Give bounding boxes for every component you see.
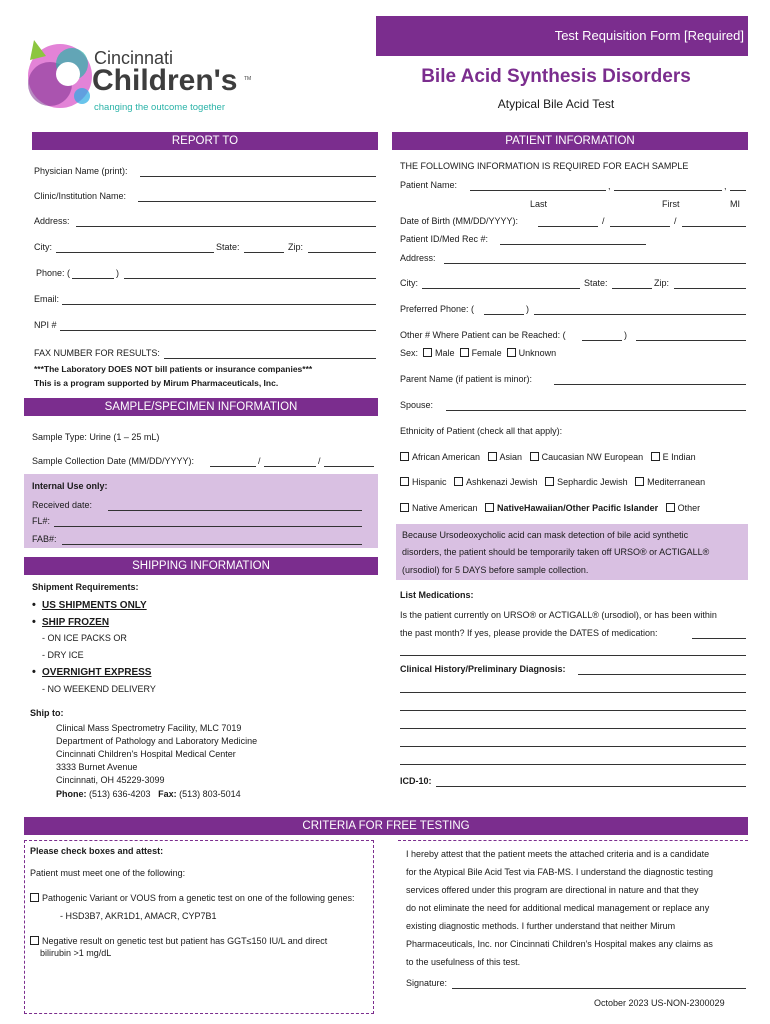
ethnicity-option: Caucasian NW European	[541, 452, 644, 462]
criteria-genes: - HSD3B7, AKR1D1, AMACR, CYP7B1	[60, 911, 217, 921]
criteria-option2-checkbox[interactable]	[30, 936, 39, 945]
received-field[interactable]	[108, 510, 362, 511]
icd-field[interactable]	[436, 786, 746, 787]
required-note: THE FOLLOWING INFORMATION IS REQUIRED FOR EACH SAMPLE	[400, 161, 689, 171]
report-to-heading: REPORT TO	[32, 132, 378, 150]
form-banner-text: Test Requisition Form [Required]	[554, 28, 744, 43]
state-field[interactable]	[244, 252, 284, 253]
no-weekend: - NO WEEKEND DELIVERY	[42, 684, 156, 694]
shipping-heading: SHIPPING INFORMATION	[24, 557, 378, 575]
address-field[interactable]	[76, 226, 376, 227]
ship-addr1: Clinical Mass Spectrometry Facility, MLC 7019	[56, 723, 242, 733]
first-caption: First	[662, 199, 680, 209]
warning-line2: disorders, the patient should be temporarily taken off URSO® or ACTIGALL®	[402, 547, 710, 557]
internal-use-label: Internal Use only:	[32, 481, 108, 491]
sample-type: Sample Type: Urine (1 – 25 mL)	[32, 432, 160, 442]
preferred-phone-label: Preferred Phone: (	[400, 304, 475, 314]
patient-zip-label: Zip:	[654, 278, 670, 288]
fax-label: FAX NUMBER FOR RESULTS:	[34, 348, 160, 358]
ethnicity-option: Native American	[412, 503, 478, 513]
zip-field[interactable]	[308, 252, 376, 253]
ethnicity-option: African American	[412, 452, 481, 462]
ethnicity-checkbox[interactable]	[454, 477, 463, 486]
history-field[interactable]	[578, 674, 746, 675]
ethnicity-checkbox[interactable]	[400, 503, 409, 512]
criteria-option2-line2: bilirubin >1 mg/dL	[40, 948, 112, 958]
medication-dates-field[interactable]	[692, 638, 746, 639]
other-phone-label: Other # Where Patient can be Reached: (	[400, 330, 566, 340]
signature-field[interactable]	[452, 988, 746, 989]
dob-month-field[interactable]	[538, 226, 598, 227]
ship-phone-label: Phone:	[56, 789, 87, 799]
name-comma1: ,	[608, 181, 611, 191]
ethnicity-option: Hispanic	[412, 477, 447, 487]
patient-zip-field[interactable]	[674, 288, 746, 289]
phone-area-field[interactable]	[72, 278, 114, 279]
parent-label: Parent Name (if patient is minor):	[400, 374, 533, 384]
medication-question2: the past month? If yes, please provide the DATES of medication:	[400, 628, 658, 638]
preferred-phone-area[interactable]	[484, 314, 524, 315]
billing-note: ***The Laboratory DOES NOT bill patients or insurance companies***	[34, 364, 313, 374]
logo-tagline: changing the outcome together	[94, 102, 225, 113]
received-label: Received date:	[32, 500, 93, 510]
ship-fax-label: Fax:	[158, 789, 177, 799]
address-label: Address:	[34, 216, 70, 226]
criteria-option1-text: Pathogenic Variant or VOUS from a genetic test on one of the following genes:	[42, 893, 355, 903]
ethnicity-option: E Indian	[662, 452, 696, 462]
ethnicity-option: NativeHawaiian/Other Pacific Islander	[497, 503, 659, 513]
city-field[interactable]	[56, 252, 214, 253]
footer-code: October 2023 US-NON-2300029	[594, 998, 725, 1008]
logo-line1: Cincinnati	[94, 48, 174, 68]
form-subtitle: Atypical Bile Acid Test	[497, 97, 615, 111]
ethnicity-checkbox[interactable]	[485, 503, 494, 512]
ethnicity-option: Mediterranean	[647, 477, 706, 487]
other-phone-area[interactable]	[582, 340, 622, 341]
zip-label: Zip:	[288, 242, 304, 252]
criteria-option2-text: Negative result on genetic test but patient has GGT≤150 IU/L and direct	[42, 936, 328, 946]
ethnicity-option: Other	[677, 503, 701, 513]
name-comma2: ,	[724, 181, 727, 191]
history-line[interactable]	[400, 746, 746, 747]
criteria-heading: CRITERIA FOR FREE TESTING	[24, 817, 748, 835]
patient-id-field[interactable]	[500, 244, 646, 245]
physician-field[interactable]	[140, 176, 376, 177]
logo	[20, 34, 270, 114]
patient-city-label: City:	[400, 278, 418, 288]
history-label: Clinical History/Preliminary Diagnosis:	[400, 664, 566, 674]
email-field[interactable]	[62, 304, 376, 305]
attest-line: I hereby attest that the patient meets the attached criteria and is a candidate	[406, 849, 710, 859]
collection-date-label: Sample Collection Date (MM/DD/YYYY):	[32, 456, 195, 466]
clinic-label: Clinic/Institution Name:	[34, 191, 127, 201]
sex-label: Sex:	[400, 348, 419, 358]
preferred-phone-field[interactable]	[534, 314, 746, 315]
patient-address-field[interactable]	[444, 263, 746, 264]
ship-addr4: 3333 Burnet Avenue	[56, 762, 138, 772]
attest-line: do not eliminate the need for additional medical management or replace any	[406, 903, 710, 913]
collection-year-field[interactable]	[324, 466, 374, 467]
ethnicity-row3	[400, 503, 700, 513]
bullet-overnight: •	[32, 666, 36, 678]
history-line[interactable]	[400, 710, 746, 711]
ethnicity-checkbox[interactable]	[400, 477, 409, 486]
patient-city-field[interactable]	[422, 288, 580, 289]
sex-row	[400, 348, 556, 358]
female-checkbox[interactable]	[460, 348, 469, 357]
signature-label: Signature:	[406, 978, 448, 988]
dob-label: Date of Birth (MM/DD/YYYY):	[400, 216, 519, 226]
history-line[interactable]	[400, 764, 746, 765]
dob-day-field[interactable]	[610, 226, 670, 227]
attest-line: Pharmaceuticals, Inc. nor Cincinnati Children's Hospital makes any claims as	[406, 939, 713, 949]
clinic-field[interactable]	[138, 201, 376, 202]
collection-slash1: /	[258, 456, 261, 466]
city-label: City:	[34, 242, 52, 252]
ethnicity-checkbox[interactable]	[635, 477, 644, 486]
history-line[interactable]	[400, 692, 746, 693]
attest-line: services offered under this program are directional in nature and that they	[406, 885, 699, 895]
collection-month-field[interactable]	[210, 466, 256, 467]
unknown-checkbox[interactable]	[507, 348, 516, 357]
logo-mark-icon	[20, 34, 100, 114]
fab-field[interactable]	[62, 544, 362, 545]
criteria-option2	[30, 936, 327, 946]
ship-phone	[56, 789, 241, 799]
dry-ice: - DRY ICE	[42, 650, 84, 660]
phone-label: Phone: (	[36, 268, 71, 278]
attest-line: to the usefulness of this test.	[406, 957, 521, 967]
criteria-option1	[30, 893, 355, 903]
icd-label: ICD-10:	[400, 776, 432, 786]
warning-line3: (ursodiol) for 5 DAYS before sample collection.	[402, 565, 589, 575]
phone-field[interactable]	[124, 278, 376, 279]
patient-id-label: Patient ID/Med Rec #:	[400, 234, 489, 244]
last-caption: Last	[530, 199, 548, 209]
other-phone-field[interactable]	[636, 340, 746, 341]
fl-label: FL#:	[32, 516, 51, 526]
ethnicity-checkbox[interactable]	[651, 452, 660, 461]
criteria-option1-checkbox[interactable]	[30, 893, 39, 902]
dob-slash2: /	[674, 216, 677, 226]
ethnicity-label: Ethnicity of Patient (check all that apply):	[400, 426, 563, 436]
ethnicity-checkbox[interactable]	[666, 503, 675, 512]
overnight-express: OVERNIGHT EXPRESS	[42, 667, 152, 678]
other-phone-close: )	[624, 330, 627, 340]
patient-heading: PATIENT INFORMATION	[392, 132, 748, 150]
ethnicity-checkbox[interactable]	[545, 477, 554, 486]
warning-line1: Because Ursodeoxycholic acid can mask detection of bile acid synthetic	[402, 530, 689, 540]
state-label: State:	[216, 242, 240, 252]
history-line[interactable]	[400, 728, 746, 729]
ship-addr2: Department of Pathology and Laboratory Medicine	[56, 736, 258, 746]
bullet-us: •	[32, 599, 36, 611]
last-name-field[interactable]	[470, 190, 606, 191]
ethnicity-checkbox[interactable]	[530, 452, 539, 461]
ethnicity-option: Asian	[499, 452, 523, 462]
logo-line2: Children's	[92, 64, 238, 97]
dob-year-field[interactable]	[682, 226, 746, 227]
ship-addr5: Cincinnati, OH 45229-3099	[56, 775, 165, 785]
criteria-box	[24, 840, 374, 1014]
logo-tm: TM	[244, 76, 252, 82]
npi-label: NPI #	[34, 320, 57, 330]
physician-label: Physician Name (print):	[34, 166, 128, 176]
spouse-label: Spouse:	[400, 400, 434, 410]
female-label: Female	[471, 348, 502, 358]
ethnicity-row2	[400, 477, 705, 487]
criteria-check-label: Please check boxes and attest:	[30, 846, 164, 856]
npi-field[interactable]	[60, 330, 376, 331]
email-label: Email:	[34, 294, 60, 304]
mi-field[interactable]	[730, 190, 746, 191]
ice-packs: - ON ICE PACKS OR	[42, 633, 127, 643]
form-title: Bile Acid Synthesis Disorders	[421, 66, 691, 87]
parent-field[interactable]	[554, 384, 746, 385]
patient-state-field[interactable]	[612, 288, 652, 289]
fax-field[interactable]	[164, 358, 376, 359]
dob-slash1: /	[602, 216, 605, 226]
attest-line: for the Atypical Bile Acid Test via FAB-MS. I understand the diagnostic testing	[406, 867, 713, 877]
fl-field[interactable]	[54, 526, 362, 527]
collection-day-field[interactable]	[264, 466, 316, 467]
support-note: This is a program supported by Mirum Pharmaceuticals, Inc.	[34, 378, 279, 388]
ethnicity-option: Ashkenazi Jewish	[466, 477, 538, 487]
collection-slash2: /	[318, 456, 321, 466]
ship-addr3: Cincinnati Children's Hospital Medical Center	[56, 749, 236, 759]
us-shipments: US SHIPMENTS ONLY	[42, 600, 147, 611]
patient-state-label: State:	[584, 278, 608, 288]
medications-label: List Medications:	[400, 590, 474, 600]
preferred-phone-close: )	[526, 304, 529, 314]
patient-address-label: Address:	[400, 253, 436, 263]
spouse-field[interactable]	[446, 410, 746, 411]
attest-line: existing diagnostic methods. I further understand that neither Mirum	[406, 921, 676, 931]
unknown-label: Unknown	[518, 348, 557, 358]
ship-frozen: SHIP FROZEN	[42, 617, 110, 628]
medication-line[interactable]	[400, 655, 746, 656]
ethnicity-row1	[400, 452, 696, 462]
ship-phone-value: (513) 636-4203	[89, 789, 151, 799]
phone-close: )	[116, 268, 119, 278]
ethnicity-checkbox[interactable]	[488, 452, 497, 461]
shipment-requirements: Shipment Requirements:	[32, 582, 139, 592]
ship-to-label: Ship to:	[30, 708, 64, 718]
criteria-must: Patient must meet one of the following:	[30, 868, 186, 878]
patient-name-label: Patient Name:	[400, 180, 458, 190]
ethnicity-checkbox[interactable]	[400, 452, 409, 461]
fab-label: FAB#:	[32, 534, 57, 544]
male-label: Male	[435, 348, 455, 358]
medication-question1: Is the patient currently on URSO® or ACTIGALL® (ursodiol), or has been within	[400, 610, 717, 620]
ethnicity-option: Sephardic Jewish	[557, 477, 628, 487]
male-checkbox[interactable]	[423, 348, 432, 357]
sample-heading: SAMPLE/SPECIMEN INFORMATION	[24, 398, 378, 416]
mi-caption: MI	[730, 199, 740, 209]
first-name-field[interactable]	[614, 190, 722, 191]
ship-fax-value: (513) 803-5014	[179, 789, 241, 799]
bullet-frozen: •	[32, 616, 36, 628]
